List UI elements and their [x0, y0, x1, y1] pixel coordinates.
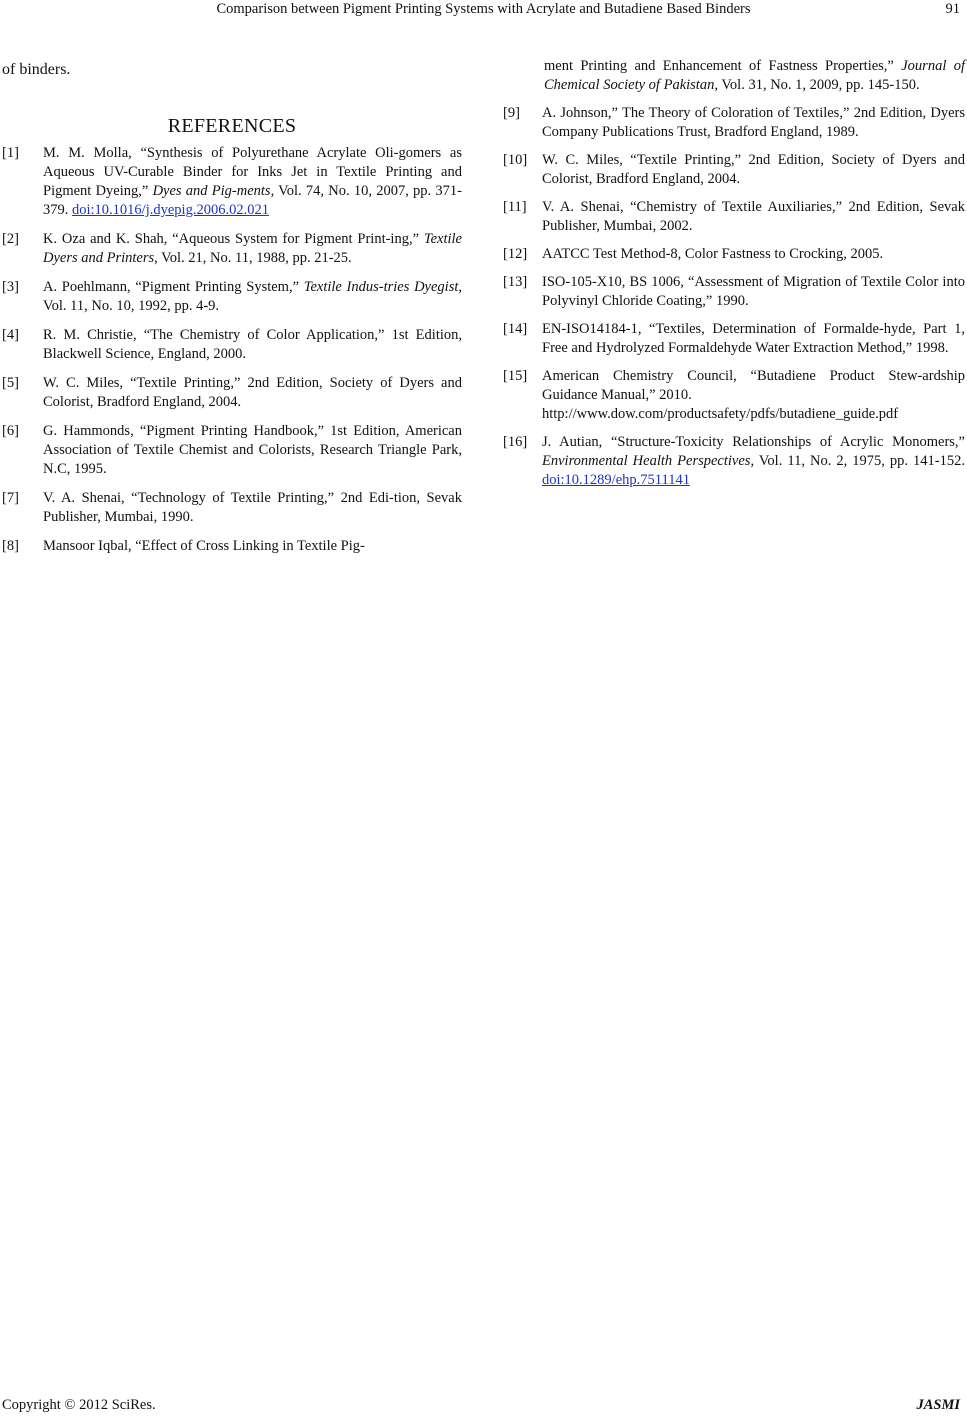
- doi-link[interactable]: doi:10.1016/j.dyepig.2006.02.021: [72, 202, 269, 218]
- reference-number: [6]: [2, 423, 19, 439]
- reference-16: [16] J. Autian, “Structure-Toxicity Relationships of Acrylic Monomers,” Environmental Health Perspectives, Vol. 11, No. 2, 1975, pp. 141-152. doi:10.1289/ehp.7511141: [503, 434, 965, 488]
- running-title: Comparison between Pigment Printing Systems with Acrylate and Butadiene Based Binders: [216, 1, 751, 17]
- reference-3: [3] A. Poehlmann, “Pigment Printing System,” Textile Indus-tries Dyegist, Vol. 11, No. 10, 1992, pp. 4-9.: [2, 279, 462, 314]
- reference-number: [5]: [2, 375, 19, 391]
- reference-number: [13]: [503, 274, 528, 290]
- reference-4: [4] R. M. Christie, “The Chemistry of Color Application,” 1st Edition, Blackwell Science, England, 2000.: [2, 327, 462, 362]
- reference-5: [5] W. C. Miles, “Textile Printing,” 2nd Edition, Society of Dyers and Colorist, Bradford England, 2004.: [2, 375, 462, 410]
- reference-number: [16]: [503, 434, 528, 450]
- reference-number: [14]: [503, 321, 528, 337]
- doi-link[interactable]: doi:10.1289/ehp.7511141: [542, 472, 690, 488]
- reference-8: [8] Mansoor Iqbal, “Effect of Cross Linking in Textile Pig-: [2, 538, 365, 554]
- reference-number: [10]: [503, 152, 528, 168]
- reference-number: [8]: [2, 538, 19, 554]
- reference-12: [12] AATCC Test Method-8, Color Fastness to Crocking, 2005.: [503, 246, 884, 262]
- reference-13: [13] ISO-105-X10, BS 1006, “Assessment of Migration of Textile Color into Polyvinyl Chloride Coating,” 1990.: [503, 274, 965, 309]
- reference-9: [9] A. Johnson,” The Theory of Coloration of Textiles,” 2nd Edition, Dyers Company Publications Trust, Bradford England, 1989.: [503, 105, 965, 140]
- reference-number: [9]: [503, 105, 520, 121]
- reference-7: [7] V. A. Shenai, “Technology of Textile Printing,” 2nd Edi-tion, Sevak Publisher, Mumbai, 1990.: [2, 490, 462, 525]
- reference-14: [14] EN-ISO14184-1, “Textiles, Determination of Formalde-hyde, Part 1, Free and Hydrolyzed Formaldehyde Water Extraction Method,” 1998.: [503, 321, 965, 356]
- reference-8-continued: ment Printing and Enhancement of Fastness Properties,” Journal of Chemical Society of Pakistan, Vol. 31, No. 1, 2009, pp. 145-150.: [544, 58, 966, 93]
- reference-1: [1] M. M. Molla, “Synthesis of Polyurethane Acrylate Oli-gomers as Aqueous UV-Curable Binder for Inks Jet in Textile Printing and Pigment Dyeing,” Dyes and Pig-ments, Vol. 74, No. 10, 2007, pp. 371-379. doi:10.1016/j.dyepig.2006.02.021: [2, 145, 462, 218]
- reference-number: [4]: [2, 327, 19, 343]
- references-heading: REFERENCES: [167, 115, 297, 137]
- reference-number: [2]: [2, 231, 19, 247]
- reference-6: [6] G. Hammonds, “Pigment Printing Handbook,” 1st Edition, American Association of Textile Chemist and Colorists, Research Triangle Park, N.C, 1995.: [2, 423, 462, 477]
- reference-number: [7]: [2, 490, 19, 506]
- reference-10: [10] W. C. Miles, “Textile Printing,” 2nd Edition, Society of Dyers and Colorist, Bradford England, 2004.: [503, 152, 965, 187]
- journal-abbrev: JASMI: [916, 1397, 960, 1413]
- reference-number: [12]: [503, 246, 528, 262]
- right-column: [503, 0, 965, 499]
- left-column: [2, 0, 462, 566]
- reference-url[interactable]: http://www.dow.com/productsafety/pdfs/butadiene_guide.pdf: [542, 406, 899, 422]
- reference-2: [2] K. Oza and K. Shah, “Aqueous System for Pigment Print-ing,” Textile Dyers and Printers, Vol. 21, No. 11, 1988, pp. 21-25.: [2, 231, 462, 266]
- continuation-text: of binders.: [2, 61, 71, 78]
- copyright-text: Copyright © 2012 SciRes.: [2, 1397, 156, 1413]
- reference-number: [3]: [2, 279, 19, 295]
- reference-number: [11]: [503, 199, 527, 215]
- reference-15: [15] American Chemistry Council, “Butadiene Product Stew-ardship Guidance Manual,” 2010. http://www.dow.com/productsafety/pdfs/butadiene_guide.pdf: [503, 368, 965, 422]
- page-number: 91: [945, 1, 960, 17]
- reference-number: [1]: [2, 145, 19, 161]
- page-footer: [2, 1397, 960, 1414]
- reference-number: [15]: [503, 368, 528, 384]
- reference-11: [11] V. A. Shenai, “Chemistry of Textile Auxiliaries,” 2nd Edition, Sevak Publisher, Mumbai, 2002.: [503, 199, 965, 234]
